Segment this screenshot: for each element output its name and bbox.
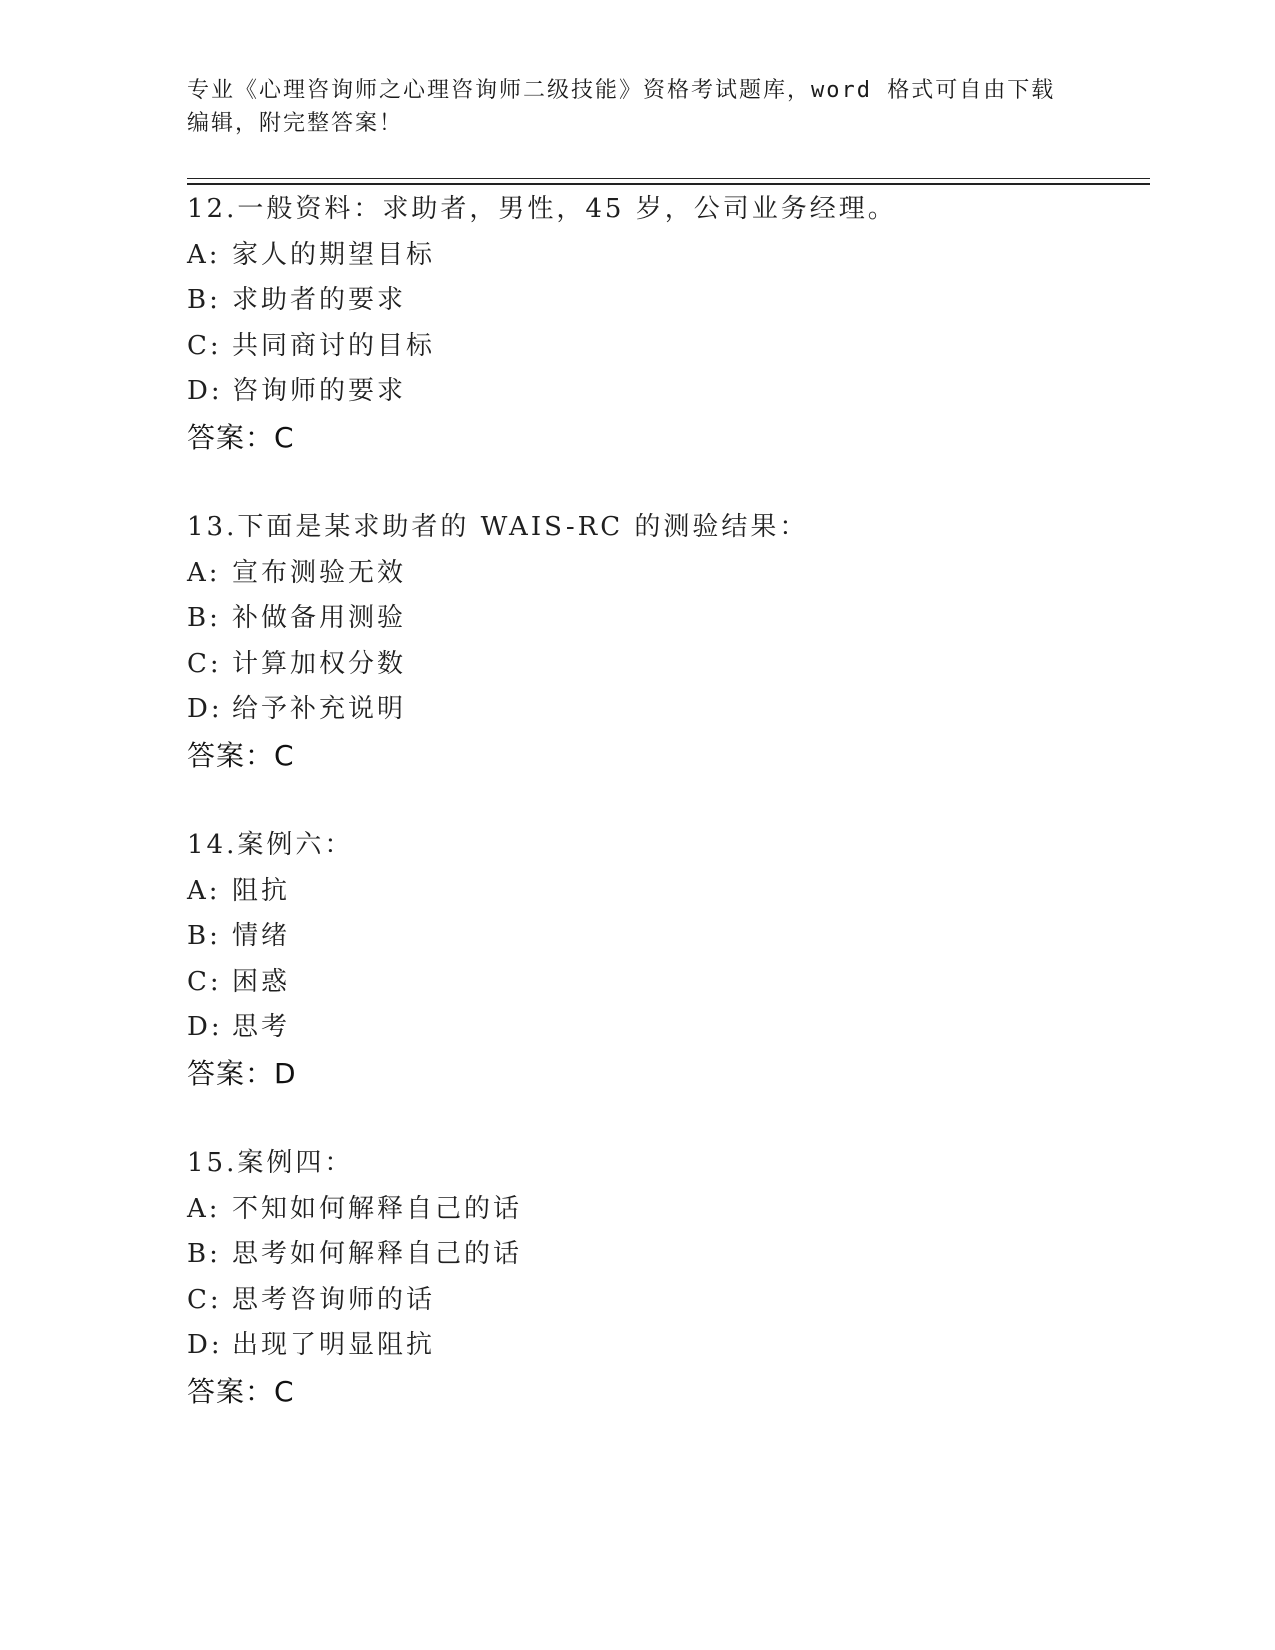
option-b	[187, 596, 1147, 642]
option-key: C:	[187, 648, 222, 679]
header-divider-thin	[187, 178, 1150, 179]
answer-line: 答案：C	[187, 738, 295, 772]
header-divider-thick	[187, 183, 1150, 185]
option-text: 出现了明显阻抗	[232, 1330, 436, 1360]
answer-line: 答案：D	[187, 1056, 297, 1090]
header-line-2: 编辑，附完整答案！	[187, 111, 404, 136]
question-stem: 15.案例四：	[187, 1148, 354, 1178]
option-key: B:	[187, 1239, 221, 1269]
option-a	[187, 233, 1147, 279]
option-text: 宣布测验无效	[232, 557, 407, 588]
option-key: D:	[187, 376, 223, 406]
option-text: 思考咨询师的话	[232, 1284, 436, 1315]
document-header	[187, 74, 1087, 140]
option-key: B:	[187, 921, 221, 951]
option-b	[187, 1232, 1147, 1278]
option-key: A:	[187, 875, 221, 906]
option-a	[187, 551, 1147, 597]
question-stem: 14.案例六：	[187, 830, 354, 860]
option-key: B:	[187, 285, 221, 315]
option-key: D:	[187, 1330, 223, 1360]
question-stem: 12.一般资料：求助者，男性，45 岁，公司业务经理。	[187, 194, 897, 224]
option-c	[187, 960, 1147, 1006]
option-text: 共同商讨的目标	[232, 330, 436, 361]
option-b	[187, 278, 1147, 324]
question-13	[187, 505, 1147, 778]
option-key: C:	[187, 966, 222, 997]
option-d	[187, 687, 1147, 733]
option-key: A:	[187, 1193, 221, 1224]
option-key: C:	[187, 330, 222, 361]
option-d	[187, 1323, 1147, 1369]
option-text: 阻抗	[232, 875, 291, 906]
option-key: D:	[187, 694, 223, 724]
option-text: 咨询师的要求	[232, 376, 407, 406]
question-14	[187, 823, 1147, 1096]
option-text: 补做备用测验	[232, 603, 407, 633]
answer-line: 答案：C	[187, 1374, 295, 1408]
option-text: 思考	[232, 1012, 291, 1042]
option-text: 计算加权分数	[232, 648, 407, 679]
option-text: 求助者的要求	[232, 285, 407, 315]
option-text: 给予补充说明	[232, 694, 407, 724]
option-text: 情绪	[232, 921, 291, 951]
option-key: D:	[187, 1012, 223, 1042]
option-d	[187, 1005, 1147, 1051]
question-12	[187, 187, 1147, 460]
question-15	[187, 1141, 1147, 1414]
option-c	[187, 642, 1147, 688]
option-d	[187, 369, 1147, 415]
option-a	[187, 1187, 1147, 1233]
option-c	[187, 1278, 1147, 1324]
option-text: 困惑	[232, 966, 291, 997]
option-a	[187, 869, 1147, 915]
option-text: 思考如何解释自己的话	[232, 1239, 523, 1269]
option-c	[187, 324, 1147, 370]
option-text: 家人的期望目标	[232, 239, 436, 270]
header-line-1: 专业《心理咨询师之心理咨询师二级技能》资格考试题库，word 格式可自由下载	[187, 78, 1056, 103]
question-stem: 13.下面是某求助者的 WAIS-RC 的测验结果：	[187, 512, 809, 542]
option-text: 不知如何解释自己的话	[232, 1193, 523, 1224]
option-key: C:	[187, 1284, 222, 1315]
option-key: A:	[187, 239, 221, 270]
answer-line: 答案：C	[187, 420, 295, 454]
option-key: A:	[187, 557, 221, 588]
option-key: B:	[187, 603, 221, 633]
option-b	[187, 914, 1147, 960]
